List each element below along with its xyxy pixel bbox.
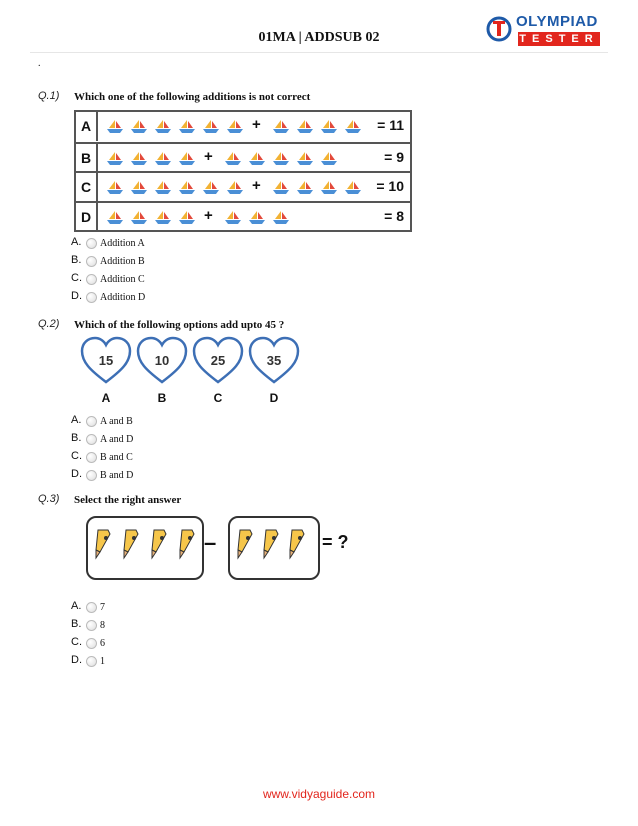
heart-label: B bbox=[157, 391, 167, 405]
heart-label: D bbox=[269, 391, 279, 405]
page-title: 01MA | ADDSUB 02 bbox=[258, 30, 380, 45]
option-letter: A. bbox=[71, 600, 82, 612]
boat-icon bbox=[154, 181, 172, 195]
hearts-figure bbox=[74, 336, 310, 410]
radio-button[interactable] bbox=[86, 434, 97, 445]
question-text: Which one of the following additions is not correct bbox=[74, 91, 311, 103]
pencil-icon bbox=[122, 528, 142, 565]
radio-button[interactable] bbox=[86, 620, 97, 631]
logo-text-bottom: TESTER bbox=[519, 33, 599, 45]
row-label: A bbox=[76, 112, 98, 141]
radio-button[interactable] bbox=[86, 452, 97, 463]
boat-icon bbox=[344, 120, 362, 134]
boat-icon bbox=[178, 152, 196, 166]
option-label: B and D bbox=[100, 470, 134, 481]
boat-icon bbox=[224, 211, 242, 225]
boat-icon bbox=[320, 181, 338, 195]
row-result: = 9 bbox=[384, 148, 404, 165]
boat-icon bbox=[106, 211, 124, 225]
option-letter: C. bbox=[71, 450, 82, 462]
option-label: A and D bbox=[100, 434, 134, 445]
boat-icon bbox=[178, 181, 196, 195]
radio-button[interactable] bbox=[86, 638, 97, 649]
row-result: = 11 bbox=[377, 117, 404, 133]
minus-sign: – bbox=[204, 530, 217, 555]
question-number: Q.1) bbox=[38, 90, 60, 102]
option-letter: A. bbox=[71, 236, 82, 248]
boat-icon bbox=[202, 181, 220, 195]
boat-icon bbox=[248, 211, 266, 225]
boat-addition-table bbox=[74, 110, 412, 232]
row-result: = 10 bbox=[376, 178, 404, 194]
boat-icon bbox=[226, 120, 244, 134]
boat-icon bbox=[130, 120, 148, 134]
boat-icon bbox=[130, 181, 148, 195]
option-letter: D. bbox=[71, 290, 82, 302]
boat-icon bbox=[226, 181, 244, 195]
radio-button[interactable] bbox=[86, 292, 97, 303]
boat-icon bbox=[272, 152, 290, 166]
pencil-icon bbox=[94, 528, 114, 565]
option-label: Addition C bbox=[100, 274, 145, 285]
boat-icon bbox=[154, 211, 172, 225]
boat-icon bbox=[202, 120, 220, 134]
table-row bbox=[76, 171, 410, 202]
option-letter: C. bbox=[71, 272, 82, 284]
boat-icon bbox=[272, 120, 290, 134]
radio-button[interactable] bbox=[86, 416, 97, 427]
boat-icon bbox=[130, 152, 148, 166]
pencil-icon bbox=[150, 528, 170, 565]
question-text: Which of the following options add upto 45 ? bbox=[74, 319, 285, 331]
boat-icon bbox=[106, 120, 124, 134]
boat-icon bbox=[106, 152, 124, 166]
option-label: Addition B bbox=[100, 256, 145, 267]
boat-icon bbox=[344, 181, 362, 195]
table-row bbox=[76, 112, 410, 141]
boat-icon bbox=[272, 181, 290, 195]
logo-mark-icon bbox=[486, 16, 512, 42]
boat-icon bbox=[178, 120, 196, 134]
logo-text-bottom-bar bbox=[518, 32, 600, 46]
pencil-icon bbox=[288, 528, 308, 565]
row-label: C bbox=[76, 173, 98, 202]
option-label: 1 bbox=[100, 656, 105, 667]
boat-icon bbox=[248, 152, 266, 166]
heart-label: C bbox=[213, 391, 223, 405]
row-result: = 8 bbox=[384, 207, 404, 224]
result-text: = ? bbox=[322, 532, 349, 552]
boat-icon bbox=[106, 181, 124, 195]
logo-text-top: OLYMPIAD bbox=[516, 13, 598, 30]
header-dot: . bbox=[38, 58, 41, 69]
option-label: A and B bbox=[100, 416, 133, 427]
boat-icon bbox=[154, 120, 172, 134]
heart-value: 25 bbox=[210, 353, 226, 368]
option-letter: B. bbox=[71, 618, 82, 630]
radio-button[interactable] bbox=[86, 256, 97, 267]
option-label: 7 bbox=[100, 602, 105, 613]
option-letter: B. bbox=[71, 254, 82, 266]
plus-sign: + bbox=[252, 177, 261, 194]
table-row bbox=[76, 142, 410, 173]
boat-icon bbox=[296, 120, 314, 134]
option-label: Addition D bbox=[100, 292, 146, 303]
option-letter: B. bbox=[71, 432, 82, 444]
question-number: Q.3) bbox=[38, 493, 60, 505]
option-letter: C. bbox=[71, 636, 82, 648]
question-number: Q.2) bbox=[38, 318, 60, 330]
table-row bbox=[76, 201, 410, 232]
pencils-subtraction-figure bbox=[82, 512, 368, 584]
boat-icon bbox=[154, 152, 172, 166]
question-text: Select the right answer bbox=[74, 494, 182, 506]
row-label: B bbox=[76, 144, 98, 173]
radio-button[interactable] bbox=[86, 238, 97, 249]
option-letter: A. bbox=[71, 414, 82, 426]
plus-sign: + bbox=[252, 116, 261, 133]
heart-value: 35 bbox=[266, 353, 282, 368]
option-letter: D. bbox=[71, 654, 82, 666]
option-letter: D. bbox=[71, 468, 82, 480]
option-label: 8 bbox=[100, 620, 105, 631]
radio-button[interactable] bbox=[86, 656, 97, 667]
footer-link[interactable]: www.vidyaguide.com bbox=[262, 787, 376, 801]
boat-icon bbox=[272, 211, 290, 225]
radio-button[interactable] bbox=[86, 602, 97, 613]
olympiad-tester-logo[interactable] bbox=[486, 12, 604, 48]
pencil-icon bbox=[262, 528, 282, 565]
boat-icon bbox=[320, 120, 338, 134]
boat-icon bbox=[296, 152, 314, 166]
row-label: D bbox=[76, 203, 98, 232]
boat-icon bbox=[320, 152, 338, 166]
radio-button[interactable] bbox=[86, 470, 97, 481]
heart-value: 15 bbox=[98, 353, 114, 368]
plus-sign: + bbox=[204, 147, 213, 165]
option-label: Addition A bbox=[100, 238, 145, 249]
boat-icon bbox=[178, 211, 196, 225]
boat-icon bbox=[130, 211, 148, 225]
boat-icon bbox=[224, 152, 242, 166]
pencil-icon bbox=[236, 528, 256, 565]
plus-sign: + bbox=[204, 206, 213, 224]
pencil-icon bbox=[178, 528, 198, 565]
heart-label: A bbox=[101, 391, 111, 405]
radio-button[interactable] bbox=[86, 274, 97, 285]
boat-icon bbox=[296, 181, 314, 195]
header-divider bbox=[30, 52, 608, 53]
heart-value: 10 bbox=[154, 353, 170, 368]
option-label: 6 bbox=[100, 638, 105, 649]
option-label: B and C bbox=[100, 452, 133, 463]
